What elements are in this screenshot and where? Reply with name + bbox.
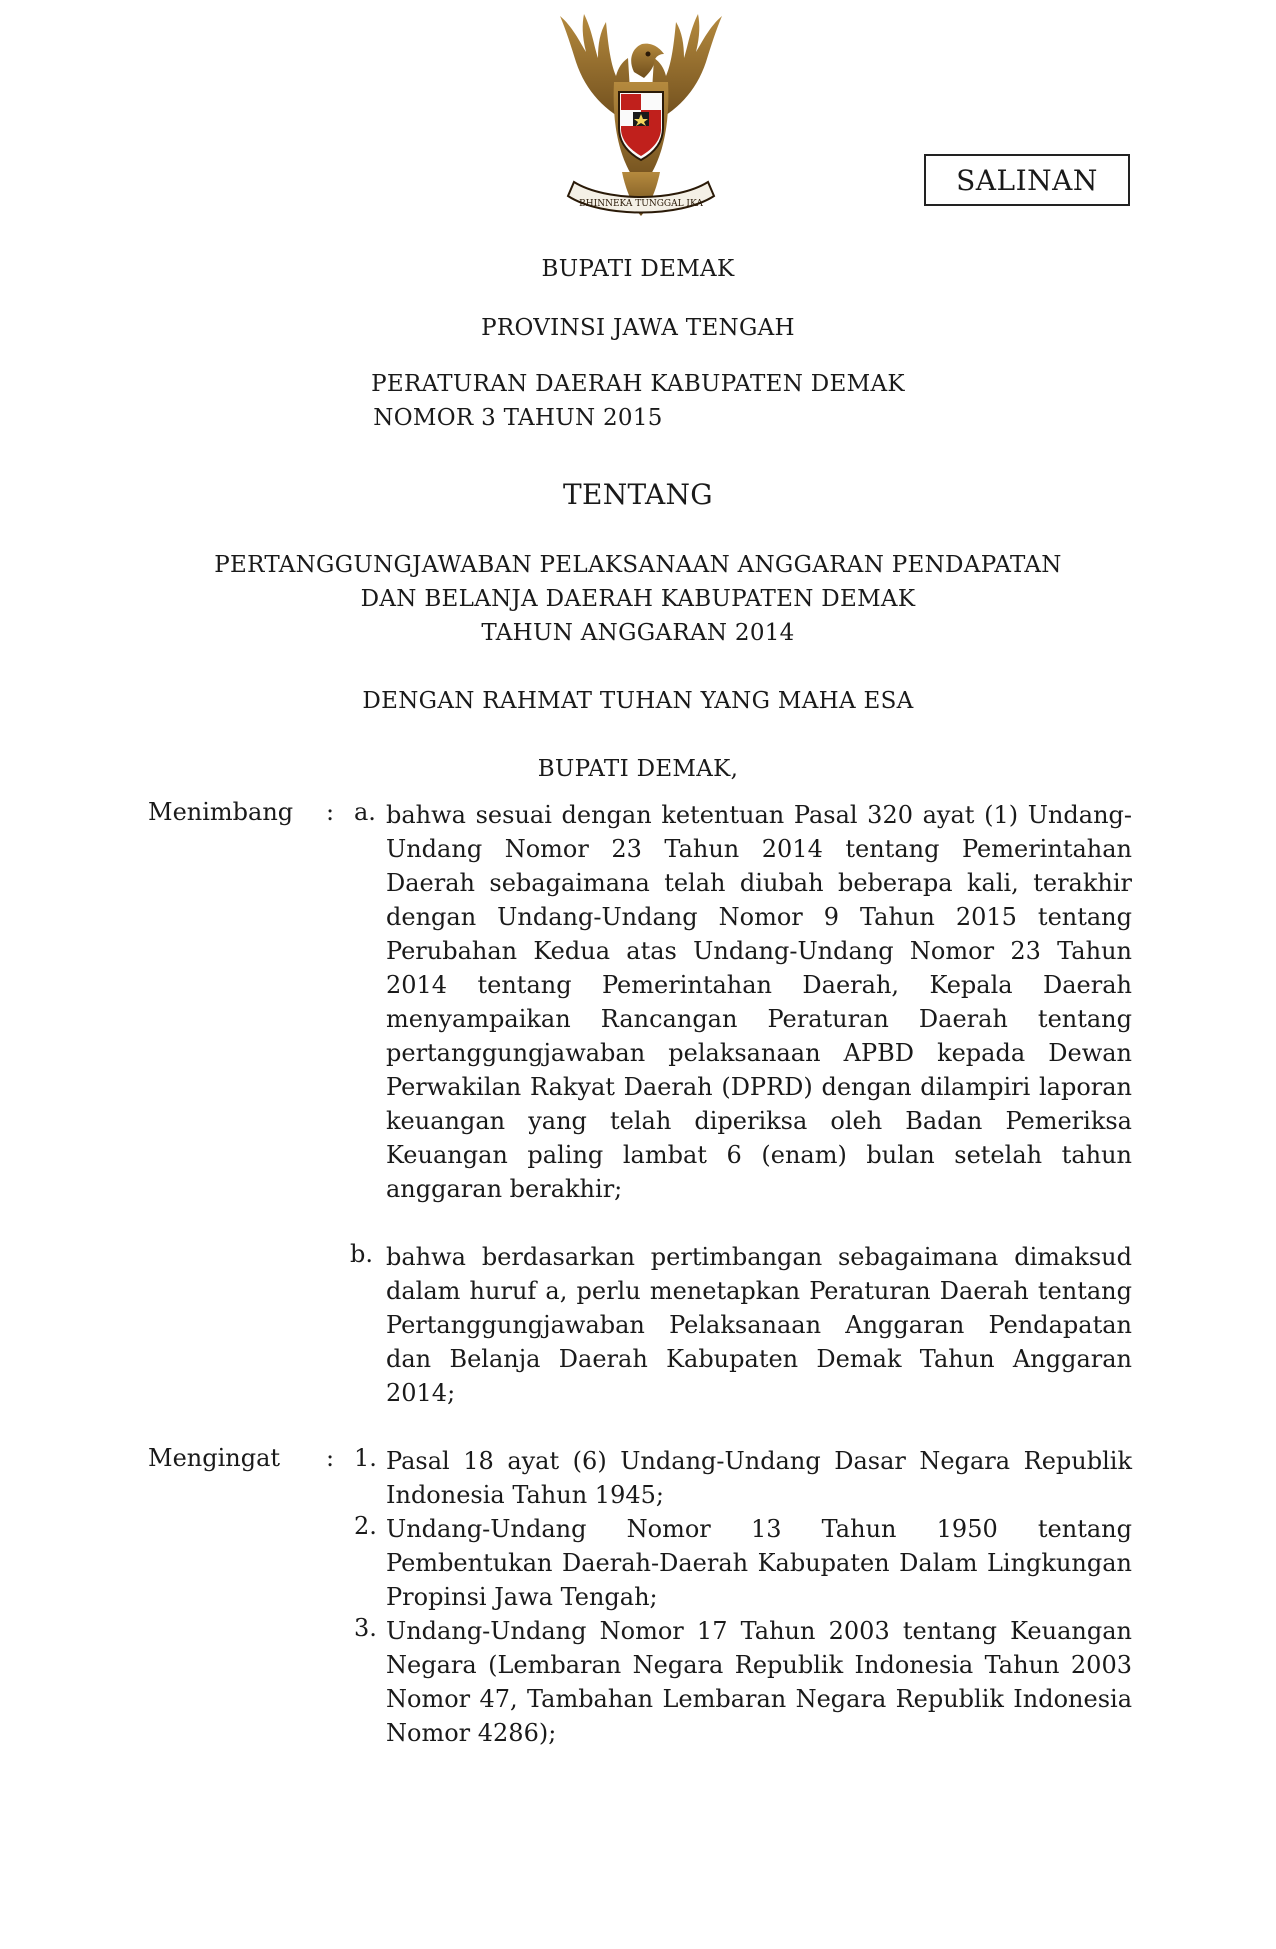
- menimbang-colon: :: [326, 798, 335, 826]
- regulation-title-line: PERTANGGUNGJAWABAN PELAKSANAAN ANGGARAN PENDAPATAN: [214, 552, 1062, 578]
- salinan-stamp: SALINAN: [924, 154, 1130, 206]
- regulation-number: NOMOR 3 TAHUN 2015: [373, 405, 663, 431]
- regulation-type: PERATURAN DAERAH KABUPATEN DEMAK: [371, 371, 905, 397]
- mengingat-item-marker: 3.: [354, 1614, 377, 1642]
- invocation: DENGAN RAHMAT TUHAN YANG MAHA ESA: [362, 688, 914, 714]
- garuda-pancasila-emblem: [536, 12, 746, 238]
- regulation-title-line: DAN BELANJA DAERAH KABUPATEN DEMAK: [360, 586, 916, 612]
- tentang-heading: TENTANG: [563, 478, 713, 511]
- issuer-title: BUPATI DEMAK: [541, 256, 735, 282]
- mengingat-item-text: Undang-Undang Nomor 13 Tahun 1950 tentang Pembentukan Daerah-Daerah Kabupaten Dalam Lingkungan Propinsi Jawa Tengah;: [386, 1515, 1132, 1611]
- menimbang-item-text: bahwa sesuai dengan ketentuan Pasal 320 ayat (1) Undang-Undang Nomor 23 Tahun 2014 tentang Pemerintahan Daerah sebagaimana telah diubah beberapa kali, terakhir dengan Undang-Undang Nomor 9 Tahun 2015 tentang Perubahan Kedua atas Undang-Undang Nomor 23 Tahun 2014 tentang Pemerintahan Daerah, Kepala Daerah menyampaikan Rancangan Peraturan Daerah tentang pertanggungjawaban pelaksanaan APBD kepada Dewan Perwakilan Rakyat Daerah (DPRD) dengan dilampiri laporan keuangan yang telah diperiksa oleh Badan Pemeriksa Keuangan paling lambat 6 (enam) bulan setelah tahun anggaran berakhir;: [386, 801, 1132, 1203]
- menimbang-item-marker: b.: [350, 1240, 373, 1268]
- province-title: PROVINSI JAWA TENGAH: [481, 315, 795, 341]
- issuer-heading: BUPATI DEMAK,: [537, 756, 739, 782]
- regulation-title-line: TAHUN ANGGARAN 2014: [481, 620, 795, 646]
- menimbang-item-marker: a.: [354, 798, 376, 826]
- menimbang-item-text: bahwa berdasarkan pertimbangan sebagaimana dimaksud dalam huruf a, perlu menetapkan Peraturan Daerah tentang Pertanggungjawaban Pelaksanaan Anggaran Pendapatan dan Belanja Daerah Kabupaten Demak Tahun Anggaran 2014;: [386, 1243, 1132, 1407]
- mengingat-colon: :: [326, 1444, 335, 1472]
- mengingat-label: Mengingat: [148, 1444, 281, 1472]
- emblem-motto: BHINNEKA TUNGGAL IKA: [579, 199, 703, 209]
- mengingat-item-text: Undang-Undang Nomor 17 Tahun 2003 tentang Keuangan Negara (Lembaran Negara Republik Indonesia Tahun 2003 Nomor 47, Tambahan Lembaran Negara Republik Indonesia Nomor 4286);: [386, 1617, 1132, 1747]
- mengingat-item-marker: 1.: [354, 1444, 377, 1472]
- mengingat-item-text: Pasal 18 ayat (6) Undang-Undang Dasar Negara Republik Indonesia Tahun 1945;: [386, 1447, 1132, 1509]
- mengingat-item-marker: 2.: [354, 1512, 377, 1540]
- menimbang-label: Menimbang: [148, 798, 294, 826]
